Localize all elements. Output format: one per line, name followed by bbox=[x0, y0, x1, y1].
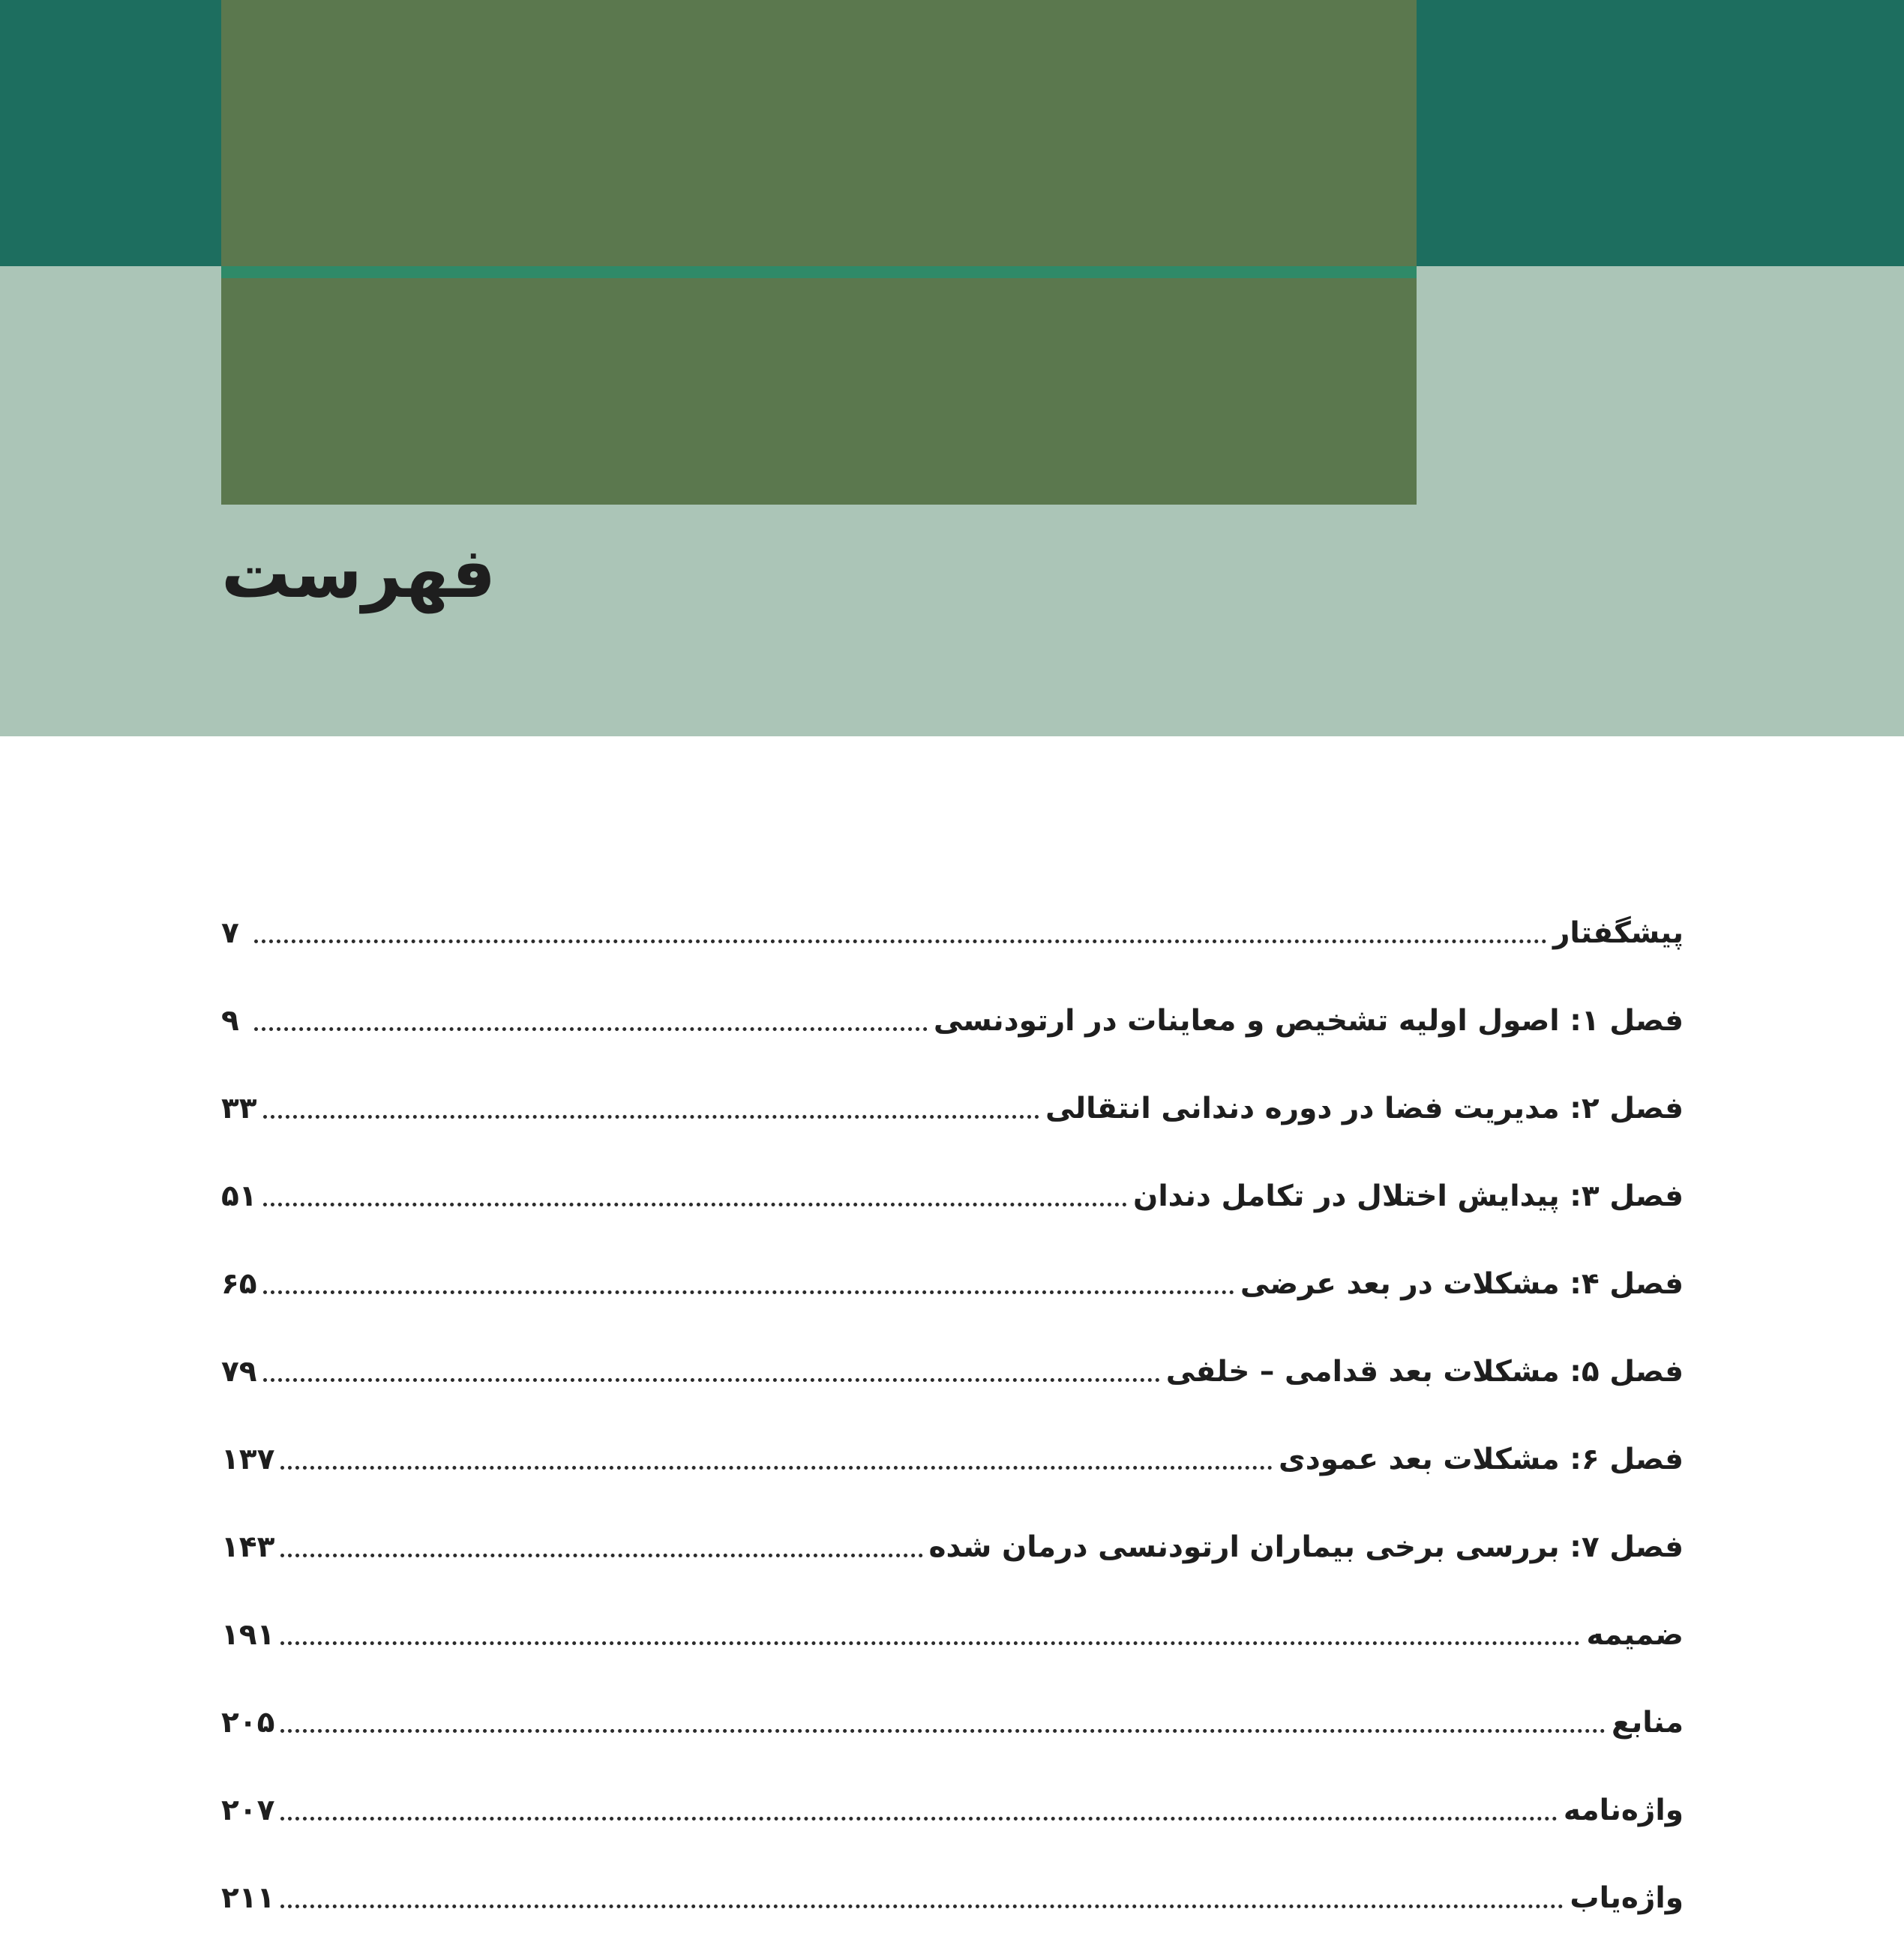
toc-entry-label: فصل ۵: مشکلات بعد قدامی – خلفی bbox=[1165, 1355, 1684, 1389]
toc-dot-leader bbox=[254, 940, 1547, 943]
toc-entry-label: پیشگفتار bbox=[1552, 916, 1684, 950]
toc-entry-chapter-1[interactable] bbox=[221, 977, 1684, 1065]
toc-entry-index[interactable] bbox=[221, 1854, 1684, 1942]
toc-entry-chapter-7[interactable] bbox=[221, 1503, 1684, 1591]
toc-entry-chapter-3[interactable] bbox=[221, 1152, 1684, 1240]
toc-entry-label: فصل ۷: بررسی برخی بیماران ارتودنسی درمان شده bbox=[928, 1530, 1684, 1564]
toc-dot-leader bbox=[254, 1027, 928, 1031]
toc-dot-leader bbox=[263, 1203, 1127, 1206]
toc-entry-chapter-6[interactable] bbox=[221, 1416, 1684, 1503]
toc-entry-label: فصل ۴: مشکلات در بعد عرضی bbox=[1240, 1267, 1684, 1301]
toc-entry-chapter-5[interactable] bbox=[221, 1328, 1684, 1416]
toc-page-number: ۷ bbox=[221, 916, 239, 950]
toc-page-number: ۱۴۳ bbox=[221, 1530, 275, 1564]
toc-entry-label: ضمیمه bbox=[1586, 1618, 1684, 1652]
toc-page-number: ۷۹ bbox=[221, 1355, 257, 1389]
toc-entry-label: فصل ۶: مشکلات بعد عمودی bbox=[1279, 1443, 1684, 1476]
toc-entry-label: واژه‌نامه bbox=[1563, 1794, 1684, 1827]
toc-dot-leader bbox=[263, 1290, 1234, 1294]
header-stripe bbox=[221, 266, 1417, 278]
toc-entry-chapter-2[interactable] bbox=[221, 1065, 1684, 1152]
toc-entry-chapter-4[interactable] bbox=[221, 1240, 1684, 1328]
toc-dot-leader bbox=[280, 1729, 1606, 1733]
toc-entry-preface[interactable] bbox=[221, 889, 1684, 977]
toc-page-number: ۳۳ bbox=[221, 1092, 257, 1125]
toc-entry-glossary[interactable] bbox=[221, 1767, 1684, 1854]
toc-page-number: ۱۹۱ bbox=[221, 1618, 275, 1652]
toc-page-number: ۶۵ bbox=[221, 1267, 257, 1301]
toc-dot-leader bbox=[280, 1466, 1273, 1470]
toc-entry-appendix[interactable] bbox=[221, 1591, 1684, 1679]
toc-page-number: ۱۳۷ bbox=[221, 1443, 275, 1476]
toc-page-number: ۹ bbox=[221, 1004, 239, 1038]
toc-entry-label: واژه‌یاب bbox=[1570, 1881, 1684, 1915]
toc-entry-label: فصل ۳: پیدایش اختلال در تکامل دندان bbox=[1133, 1179, 1684, 1213]
toc-page-number: ۵۱ bbox=[221, 1179, 257, 1213]
toc-dot-leader bbox=[263, 1378, 1160, 1382]
table-of-contents bbox=[221, 889, 1684, 1942]
toc-entry-label: منابع bbox=[1612, 1706, 1684, 1740]
toc-dot-leader bbox=[263, 1115, 1039, 1119]
toc-entry-label: فصل ۱: اصول اولیه تشخیص و معاینات در ارتودنسی bbox=[933, 1004, 1684, 1038]
toc-entry-references[interactable] bbox=[221, 1679, 1684, 1767]
page-title: فهرست bbox=[221, 533, 496, 613]
toc-dot-leader bbox=[280, 1641, 1580, 1645]
toc-page-number: ۲۱۱ bbox=[221, 1881, 275, 1915]
header-decorative-block bbox=[221, 0, 1417, 505]
toc-page-number: ۲۰۵ bbox=[221, 1706, 275, 1740]
toc-entry-label: فصل ۲: مدیریت فضا در دوره دندانی انتقالی bbox=[1045, 1092, 1684, 1125]
toc-dot-leader bbox=[280, 1817, 1557, 1821]
toc-dot-leader bbox=[280, 1905, 1564, 1908]
toc-dot-leader bbox=[280, 1554, 922, 1557]
toc-page-number: ۲۰۷ bbox=[221, 1794, 275, 1827]
